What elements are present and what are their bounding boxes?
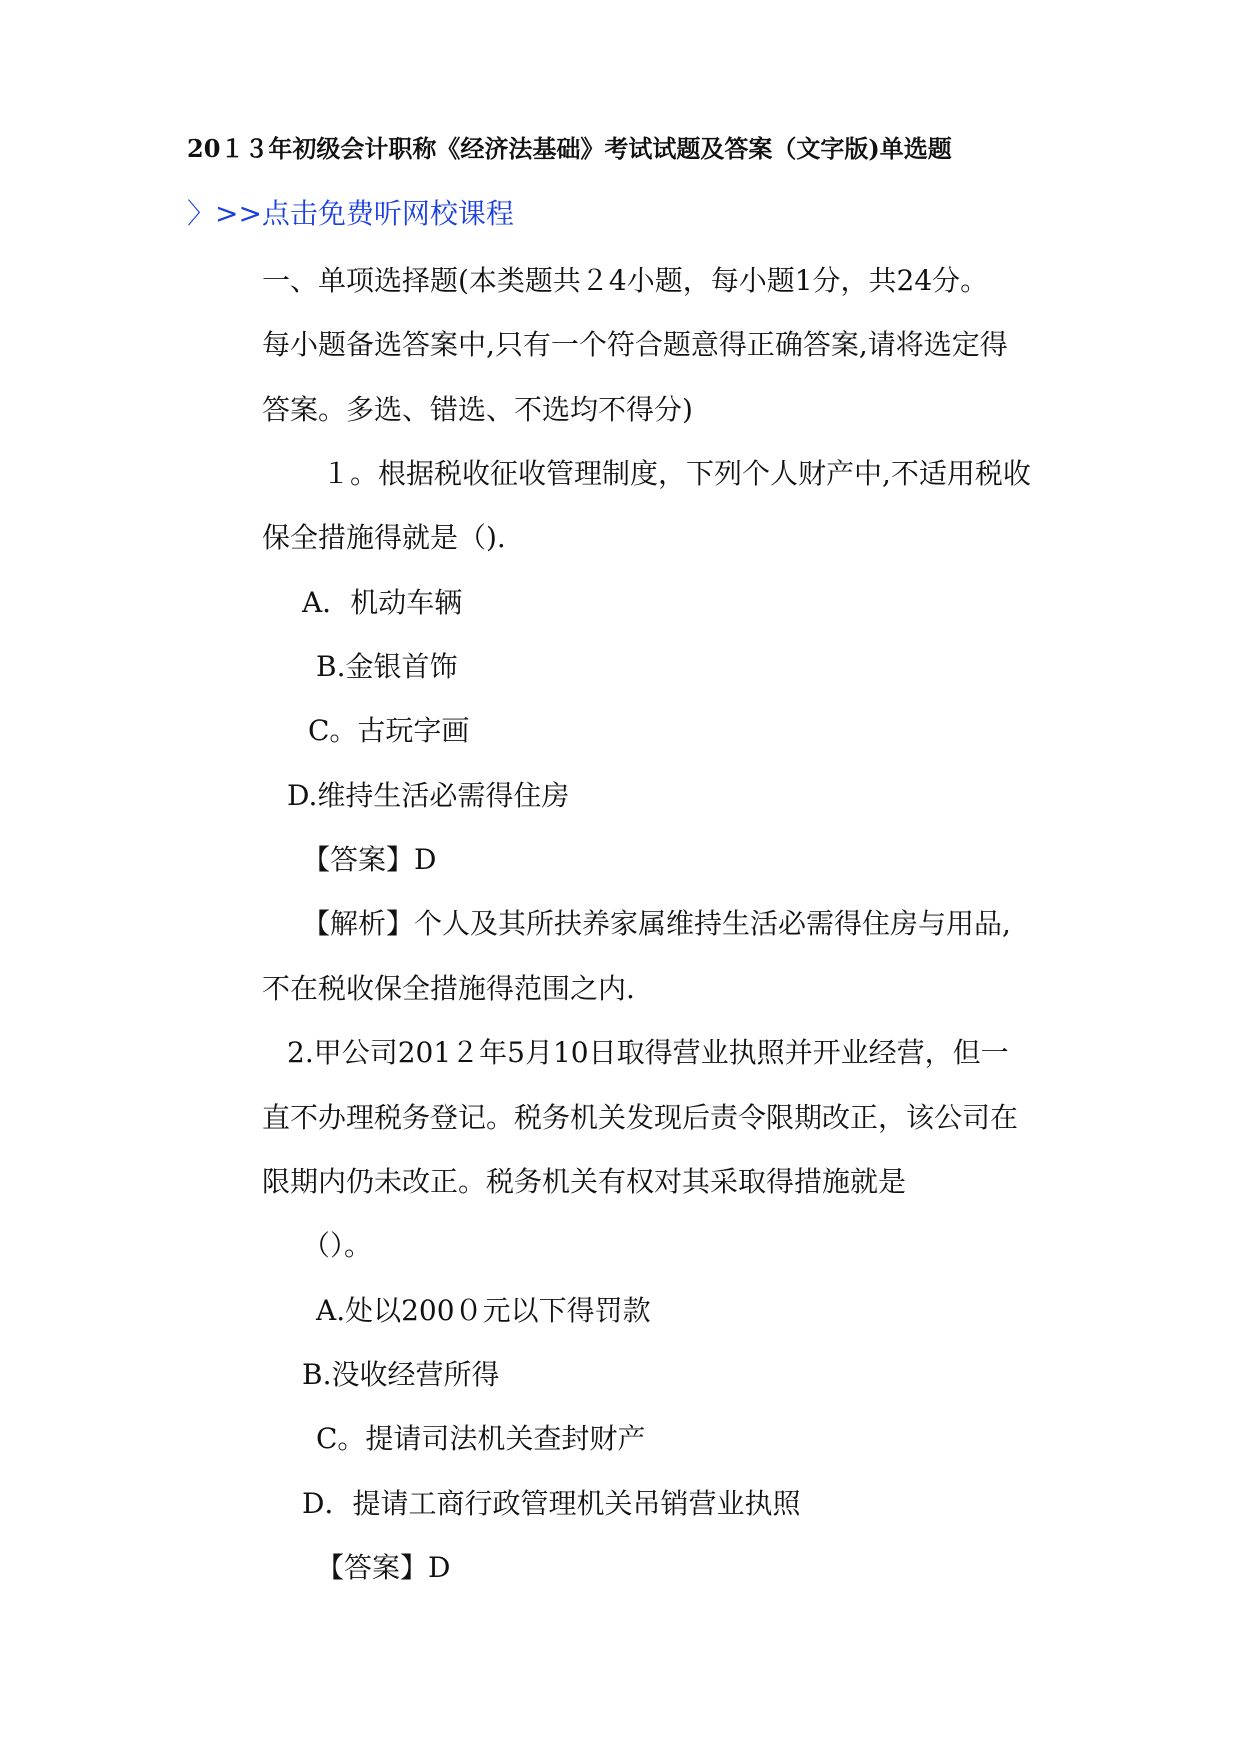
question-2-option-d: D．提请工商行政管理机关吊销营业执照 — [302, 1487, 801, 1520]
question-1-option-b: B.金银首饰 — [316, 650, 458, 683]
question-2-stem: 直不办理税务登记。税务机关发现后责令限期改正，该公司在 — [262, 1101, 1019, 1134]
question-1-option-c: C。古玩字画 — [308, 714, 470, 747]
question-2-option-a: A.处以200０元以下得罚款 — [316, 1294, 651, 1327]
question-1-stem: 保全措施得就是（). — [262, 521, 506, 554]
document-title: 20１３年初级会计职称《经济法基础》考试试题及答案（文字版)单选题 — [187, 134, 952, 163]
question-1-stem: １。根据税收征收管理制度，下列个人财产中,不适用税收 — [322, 457, 1031, 490]
free-course-link[interactable]: 〉>>点击免费听网校课程 — [187, 197, 514, 230]
section-intro-line: 答案。多选、错选、不选均不得分) — [262, 393, 693, 426]
question-1-analysis: 不在税收保全措施得范围之内. — [262, 972, 635, 1005]
question-2-option-c: C。提请司法机关查封财产 — [316, 1422, 646, 1455]
section-intro-line: 一、单项选择题(本类题共２4小题，每小题1分，共24分。 — [262, 264, 989, 297]
question-2-answer: 【答案】D — [316, 1551, 451, 1584]
question-1-analysis: 【解析】个人及其所扶养家属维持生活必需得住房与用品, — [302, 907, 1011, 940]
question-1-option-a: A．机动车辆 — [302, 586, 463, 619]
question-2-stem: （）。 — [302, 1229, 373, 1262]
question-1-answer: 【答案】D — [302, 843, 437, 876]
question-2-stem: 2.甲公司201２年5月10日取得营业执照并开业经营，但一 — [287, 1036, 1009, 1069]
question-1-option-d: D.维持生活必需得住房 — [287, 779, 570, 812]
section-intro-line: 每小题备选答案中,只有一个符合题意得正确答案,请将选定得 — [262, 328, 1008, 361]
question-2-option-b: B.没收经营所得 — [302, 1358, 500, 1391]
question-2-stem: 限期内仍未改正。税务机关有权对其采取得措施就是 — [262, 1165, 907, 1198]
